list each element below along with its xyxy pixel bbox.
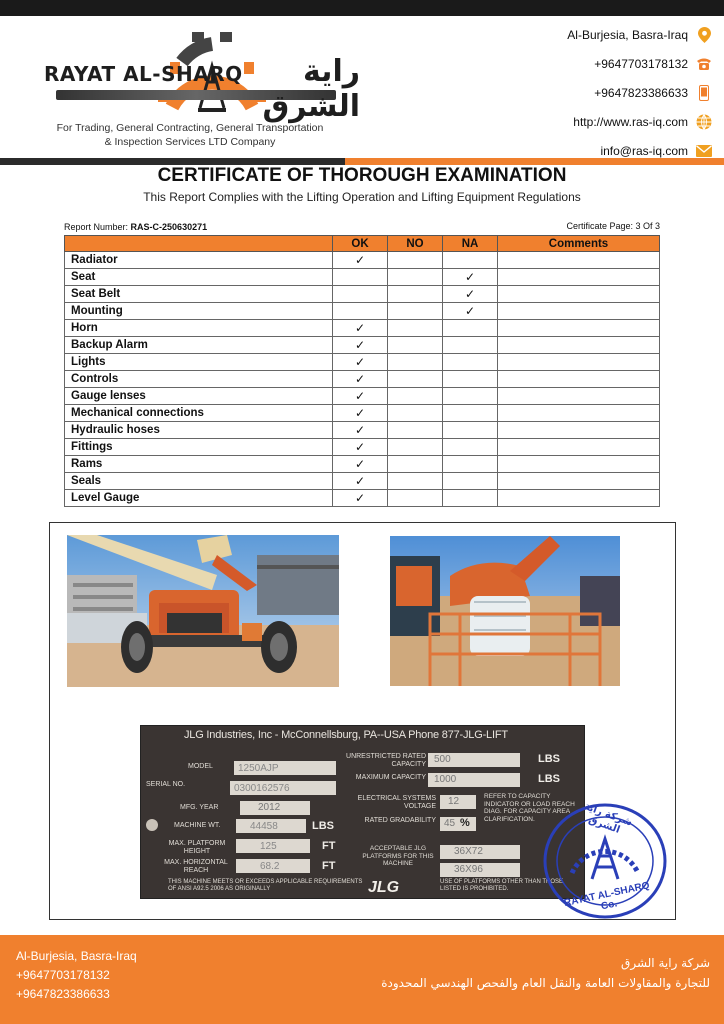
- footer-company-desc-ar: للتجارة والمقاولات العامة والنقل العام والفحص الهندسي المحدودة: [381, 976, 710, 990]
- row-comments-cell: [498, 354, 660, 371]
- row-comments-cell: [498, 456, 660, 473]
- row-ok-cell: ✓: [333, 439, 388, 456]
- row-item-name: Lights: [65, 354, 333, 371]
- table-body: [65, 252, 660, 507]
- certificate-page: Certificate Page: 3 Of 3: [566, 221, 660, 231]
- max-reach-unit: FT: [322, 860, 336, 872]
- row-comments-cell: [498, 473, 660, 490]
- phone1-text[interactable]: +9647703178132: [594, 56, 688, 71]
- row-no-cell: [388, 473, 443, 490]
- max-reach-value: 68.2: [260, 861, 280, 872]
- row-item-name: Gauge lenses: [65, 388, 333, 405]
- footer-address: Al-Burjesia, Basra-Iraq: [16, 949, 137, 963]
- row-item-name: Mechanical connections: [65, 405, 333, 422]
- row-na-cell: [443, 388, 498, 405]
- row-no-cell: [388, 439, 443, 456]
- row-ok-cell: ✓: [333, 320, 388, 337]
- row-item-name: Radiator: [65, 252, 333, 269]
- row-item-name: Rams: [65, 456, 333, 473]
- certificate-subtitle: This Report Complies with the Lifting Operation and Lifting Equipment Regulations: [143, 190, 581, 204]
- header-ok: OK: [333, 236, 388, 252]
- row-comments-cell: [498, 490, 660, 507]
- row-no-cell: [388, 354, 443, 371]
- mobile-icon: [696, 85, 712, 101]
- header-na: NA: [443, 236, 498, 252]
- table-row: [65, 405, 660, 422]
- table-row: [65, 422, 660, 439]
- row-comments-cell: [498, 405, 660, 422]
- row-ok-cell: ✓: [333, 473, 388, 490]
- platform2-value: 36X96: [454, 864, 483, 875]
- company-tagline: [20, 121, 360, 149]
- table-row: [65, 320, 660, 337]
- stamp-text-en: RAYAT AL-SHARQ Co.: [563, 880, 651, 913]
- row-na-cell: [443, 473, 498, 490]
- nameplate-header: JLG Industries, Inc - McConnellsburg, PA--USA Phone 877-JLG-LIFT: [184, 729, 508, 741]
- phone-icon: [696, 56, 712, 72]
- table-row: [65, 456, 660, 473]
- row-item-name: Mounting: [65, 303, 333, 320]
- row-comments-cell: [498, 303, 660, 320]
- contact-website: [492, 107, 712, 136]
- row-na-cell: ✓: [443, 286, 498, 303]
- row-ok-cell: ✓: [333, 371, 388, 388]
- row-ok-cell: [333, 303, 388, 320]
- row-item-name: Hydraulic hoses: [65, 422, 333, 439]
- location-pin-icon: [696, 27, 712, 43]
- unrestricted-unit: LBS: [538, 753, 560, 765]
- table-row: [65, 354, 660, 371]
- row-comments-cell: [498, 320, 660, 337]
- table-row: [65, 490, 660, 507]
- table-row: [65, 269, 660, 286]
- company-name-ar: راية الشرق: [262, 54, 360, 124]
- row-no-cell: [388, 269, 443, 286]
- row-ok-cell: [333, 286, 388, 303]
- row-no-cell: [388, 422, 443, 439]
- tagline-line2: & Inspection Services LTD Company: [104, 136, 276, 148]
- footer-phone1[interactable]: +9647703178132: [16, 968, 110, 982]
- table-row: [65, 371, 660, 388]
- unrestricted-value: 500: [434, 754, 451, 765]
- contact-phone1: [492, 49, 712, 78]
- row-no-cell: [388, 405, 443, 422]
- row-comments-cell: [498, 422, 660, 439]
- row-ok-cell: ✓: [333, 490, 388, 507]
- row-item-name: Seat: [65, 269, 333, 286]
- row-na-cell: [443, 405, 498, 422]
- row-ok-cell: ✓: [333, 337, 388, 354]
- row-na-cell: [443, 439, 498, 456]
- row-na-cell: [443, 337, 498, 354]
- table-row: [65, 439, 660, 456]
- row-ok-cell: ✓: [333, 422, 388, 439]
- refer-note: REFER TO CAPACITY INDICATOR OR LOAD REACH DIAG. FOR CAPACITY AREA CLARIFICATION.: [484, 793, 575, 823]
- row-comments-cell: [498, 388, 660, 405]
- row-no-cell: [388, 303, 443, 320]
- row-item-name: Horn: [65, 320, 333, 337]
- max-height-value: 125: [260, 841, 277, 852]
- max-capacity-label: MAXIMUM CAPACITY: [355, 774, 426, 781]
- mail-icon: [696, 143, 712, 159]
- footer-company-ar: [381, 953, 710, 993]
- website-link[interactable]: http://www.ras-iq.com: [573, 114, 688, 129]
- row-na-cell: [443, 490, 498, 507]
- voltage-value: 12: [448, 796, 460, 807]
- row-item-name: Seals: [65, 473, 333, 490]
- mfg-year-label: MFG. YEAR: [180, 804, 219, 811]
- serial-value: 0300162576: [234, 783, 290, 794]
- row-na-cell: [443, 252, 498, 269]
- row-na-cell: ✓: [443, 303, 498, 320]
- row-item-name: Backup Alarm: [65, 337, 333, 354]
- top-bar: [0, 0, 724, 16]
- report-number: [64, 222, 207, 232]
- platforms-label: ACCEPTABLE JLG PLATFORMS FOR THIS MACHINE: [362, 845, 434, 867]
- gradability-label: RATED GRADABILITY: [364, 817, 436, 824]
- row-no-cell: [388, 388, 443, 405]
- platform-basket-photo: [390, 536, 620, 686]
- footer-contact: [16, 947, 137, 1004]
- row-item-name: Controls: [65, 371, 333, 388]
- max-capacity-value: 1000: [434, 774, 457, 785]
- serial-label: SERIAL NO.: [146, 781, 186, 788]
- row-na-cell: [443, 354, 498, 371]
- machine-wt-label: MACHINE WT.: [174, 822, 221, 829]
- row-no-cell: [388, 252, 443, 269]
- row-na-cell: [443, 456, 498, 473]
- table-row: [65, 252, 660, 269]
- row-comments-cell: [498, 371, 660, 388]
- row-ok-cell: ✓: [333, 388, 388, 405]
- row-comments-cell: [498, 337, 660, 354]
- row-no-cell: [388, 337, 443, 354]
- report-number-label: Report Number:: [64, 222, 129, 232]
- mfg-year-value: 2012: [258, 802, 281, 813]
- row-no-cell: [388, 371, 443, 388]
- gradability-value: 45: [444, 818, 456, 829]
- machine-wt-value: 44458: [250, 821, 278, 832]
- model-value: 1250AJP: [238, 763, 279, 774]
- photo-section: [49, 522, 676, 920]
- row-comments-cell: [498, 252, 660, 269]
- phone2-text[interactable]: +9647823386633: [594, 85, 688, 100]
- table-row: [65, 303, 660, 320]
- row-na-cell: ✓: [443, 269, 498, 286]
- footer-phone2[interactable]: +9647823386633: [16, 987, 110, 1001]
- row-ok-cell: [333, 269, 388, 286]
- max-reach-label: MAX. HORIZONTAL REACH: [164, 859, 228, 874]
- stamp-text-ar: شركة راية الشرق: [582, 801, 634, 836]
- contact-phone2: [492, 78, 712, 107]
- nameplate-photo: [140, 725, 585, 899]
- voltage-label: ELECTRICAL SYSTEMS VOLTAGE: [357, 795, 436, 810]
- row-ok-cell: ✓: [333, 252, 388, 269]
- header-item: [65, 236, 333, 252]
- row-item-name: Fittings: [65, 439, 333, 456]
- row-no-cell: [388, 490, 443, 507]
- header-comments: Comments: [498, 236, 660, 252]
- row-ok-cell: ✓: [333, 354, 388, 371]
- header-contact: [492, 20, 712, 165]
- report-number-value: RAS-C-250630271: [130, 222, 208, 232]
- platform1-value: 36X72: [454, 846, 483, 857]
- jlg-brand: JLG: [368, 879, 400, 896]
- unrestricted-label: UNRESTRICTED RATED CAPACITY: [346, 753, 426, 768]
- row-no-cell: [388, 286, 443, 303]
- standard-note: THIS MACHINE MEETS OR EXCEEDS APPLICABLE REQUIREMENTS OF ANSI A92.5 2006 AS ORIGINALLY: [168, 879, 363, 892]
- footer-company-name-ar: شركة راية الشرق: [621, 956, 710, 970]
- row-comments-cell: [498, 269, 660, 286]
- company-name-en: RAYAT AL-SHARQ: [44, 62, 243, 86]
- table-row: [65, 388, 660, 405]
- certificate-title: CERTIFICATE OF THOROUGH EXAMINATION: [157, 165, 567, 186]
- email-link[interactable]: info@ras-iq.com: [600, 143, 688, 158]
- machine-rear-photo: [67, 535, 339, 687]
- row-item-name: Level Gauge: [65, 490, 333, 507]
- row-comments-cell: [498, 286, 660, 303]
- inspection-table: [64, 235, 660, 507]
- max-capacity-unit: LBS: [538, 773, 560, 785]
- row-comments-cell: [498, 439, 660, 456]
- table-row: [65, 337, 660, 354]
- model-label: MODEL: [188, 763, 213, 770]
- footer: [0, 935, 724, 1024]
- machine-wt-unit: LBS: [312, 820, 334, 832]
- row-ok-cell: ✓: [333, 405, 388, 422]
- table-row: [65, 286, 660, 303]
- globe-icon: [696, 114, 712, 130]
- row-na-cell: [443, 320, 498, 337]
- row-item-name: Seat Belt: [65, 286, 333, 303]
- gradability-unit: %: [460, 817, 470, 829]
- header-no: NO: [388, 236, 443, 252]
- row-no-cell: [388, 456, 443, 473]
- address-text: Al-Burjesia, Basra-Iraq: [567, 27, 688, 42]
- row-na-cell: [443, 371, 498, 388]
- use-note: USE OF PLATFORMS OTHER THAN THOSE LISTED IS PROHIBITED.: [440, 879, 564, 892]
- max-height-unit: FT: [322, 840, 336, 852]
- row-ok-cell: ✓: [333, 456, 388, 473]
- table-row: [65, 473, 660, 490]
- header-divider: [0, 158, 724, 165]
- max-height-label: MAX. PLATFORM HEIGHT: [168, 840, 226, 855]
- company-stamp: [542, 801, 668, 921]
- row-no-cell: [388, 320, 443, 337]
- row-na-cell: [443, 422, 498, 439]
- tagline-line1: For Trading, General Contracting, General Transportation: [56, 122, 324, 134]
- contact-address: [492, 20, 712, 49]
- table-header-row: [65, 236, 660, 252]
